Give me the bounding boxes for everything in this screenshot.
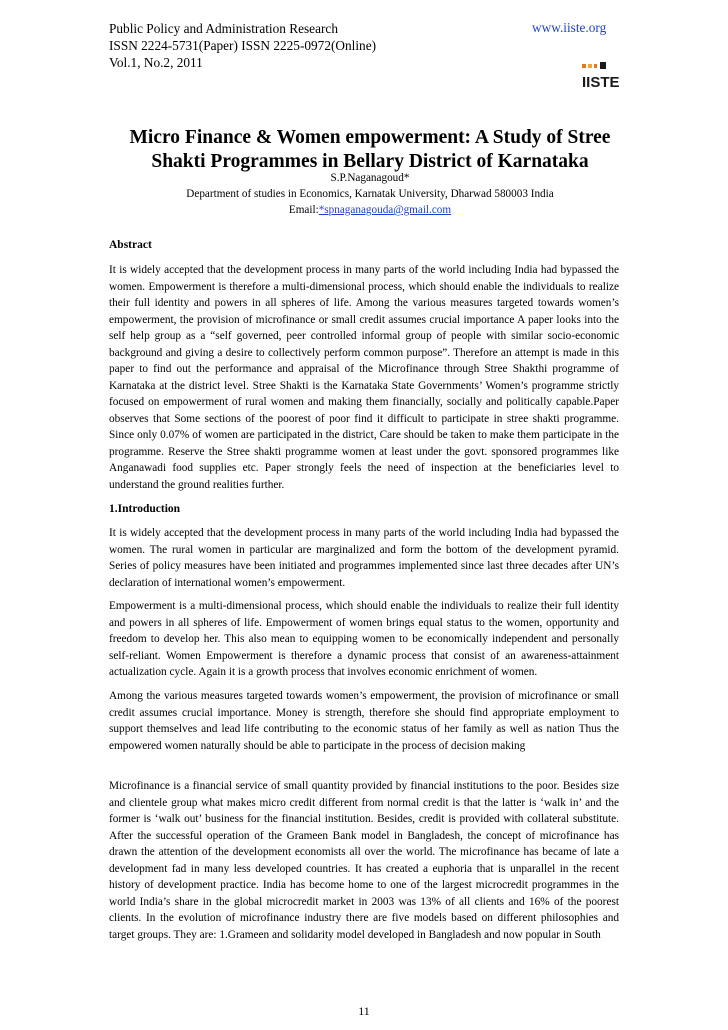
intro-paragraph-1: It is widely accepted that the development process in many parts of the world including India had bypassed the women. The rural women in particular are marginalized and form the bottom of the development pyramid. Series of policy measures have been initiated and programmes implemented since last three decades after UN’s declaration of international women’s empowerment. [109,527,619,589]
paper-title-line-1: Micro Finance & Women empowerment: A Study of Stree [129,127,611,148]
abstract-heading: Abstract [109,239,152,251]
journal-name: Public Policy and Administration Research [109,21,338,36]
intro-paragraph-2: Empowerment is a multi-dimensional process, which should enable the individuals to realize their full identity and powers in all spheres of life. Empowerment of women brings equal status to the women, opportunity and freedom to develop her. This also mean to equipping women to be economically independent and personally self-reliant. Women Empowerment is therefore a dynamic process that consist of an awareness-attainment actualization cycle. Again it is a growth process that involves economic enrichment of women. [109,600,619,678]
email-link[interactable]: *spnaganagouda@gmail.com [318,204,452,216]
author-name: S.P.Naganagoud* [330,172,410,184]
email-label: Email: [288,204,319,216]
volume-line: Vol.1, No.2, 2011 [109,55,203,70]
paper-title-line-2: Shakti Programmes in Bellary District of Karnataka [151,151,589,172]
intro-paragraph-4: Microfinance is a financial service of small quantity provided by financial institutions to the poor. Besides size and clientele group what makes micro credit different from normal credit is that the latter is ‘walk in’ and the former is ‘walk out’ business for the financial institution. Besides, credit is provided with collateral substitute. After the successful operation of the Grameen Bank model in Bangladesh, the concept of microfinance has drawn the attention of the development economists all over the world. The microfinance has became of late a development fad in many less developed countries. It has created a euphoria that is unparallel in the recent history of development practice. India has become home to one of the largest microcredit programmes in the world India’s share in the global microcredit market in 2003 was 13% of all clients and 16% of the poorest clients. In the evolution of microfinance industry there are five models based on different philosophies and target groups. They are: 1.Grameen and solidarity model developed in Bangladesh and now popular in South [109,780,619,941]
issn-line: ISSN 2224-5731(Paper) ISSN 2225-0972(Online) [109,38,377,53]
introduction-heading: 1.Introduction [109,503,181,515]
abstract-text: It is widely accepted that the development process in many parts of the world including India had bypassed the women. Empowerment is therefore a multi-dimensional process, which should enable the individuals to realize their full identity and powers in all spheres of life. Among the various measures targeted towards women’s empowerment, the provision of microfinance or small credit assumes crucial importance A paper looks into the self help group as a “self governed, peer controlled informal group of people with similar socio-economic background and giving a desire to collectively perform common purpose”. Therefore an attempt is made in this paper to find out the performance and appraisal of the Microfinance through Stree Shakthi programme of Karnataka at the district level. Stree Shakti is the Karnataka State Governments’ Women’s programme strictly focused on empowerment of rural women and making them financially, socially and politically capable.Paper observes that Some sections of the poorest of poor find it difficult to participate in stree shakti programme. Since only 0.07% of women are participated in the district, Care should be taken to make them participate in the programme. Reserve the Stree shakti programme women at least under the govt. sponsored programmes like Anganawadi food supplies etc. Paper strongly feels the need of inspection at the beneficiaries level to understand the ground realities further. [109,264,619,491]
page-number: 11 [358,1004,370,1018]
author-email-line [100,202,640,218]
logo-text: IISTE [582,74,620,91]
intro-paragraph-3: Among the various measures targeted towards women’s empowerment, the provision of microfinance or small credit assumes crucial importance. Money is strength, therefore she should find appropriate employment to support themselves and lead life contributing to the economic status of her family as well as nation Thus the empowered women naturally should be able to participate in the process of decision making [109,690,619,752]
journal-url-link[interactable]: www.iiste.org [532,20,607,35]
iiste-logo [580,62,620,92]
author-affiliation: Department of studies in Economics, Karnatak University, Dharwad 580003 India [186,188,554,200]
